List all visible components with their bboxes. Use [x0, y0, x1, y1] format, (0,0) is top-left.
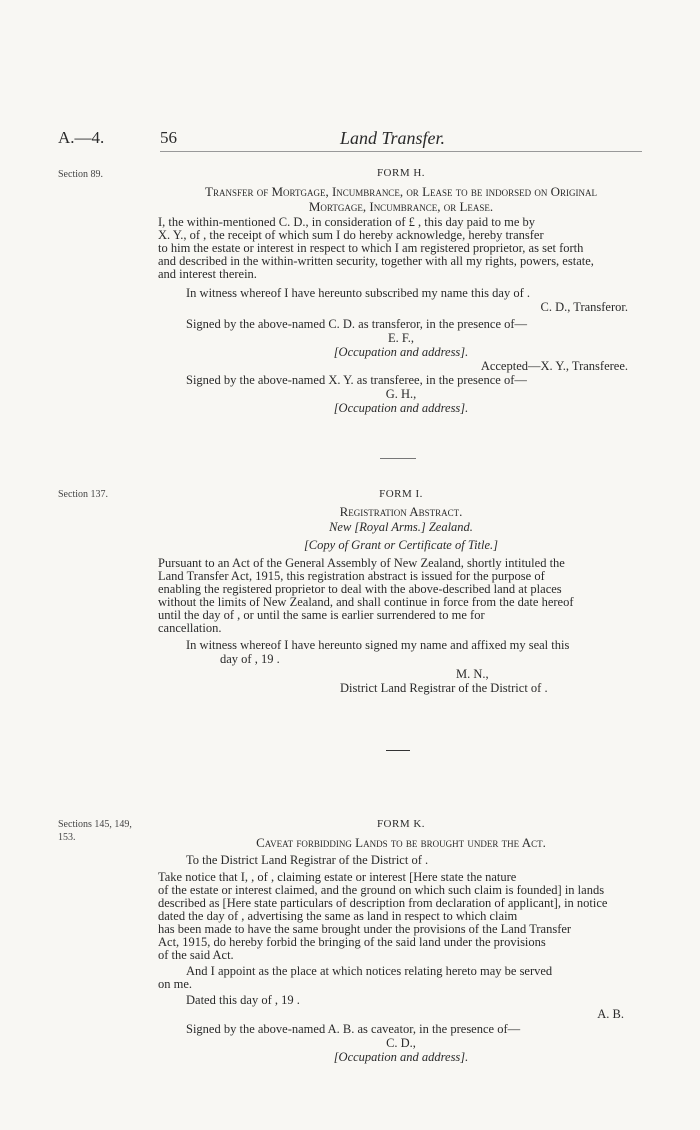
- witness-clause: In witness whereof I have hereunto signed my name and affixed my seal this: [186, 638, 570, 652]
- occupation: [Occupation and address].: [333, 1050, 469, 1064]
- body-line: enabling the registered proprietor to deal with the above-described land at places: [158, 582, 562, 596]
- header-rule: [160, 151, 642, 152]
- body-line: to him the estate or interest in respect to which I am registered proprietor, as set forth: [158, 241, 584, 255]
- appoint-line: on me.: [158, 977, 193, 991]
- body-line: of the said Act.: [158, 948, 234, 962]
- date-line: Dated this day of , 19 .: [186, 993, 300, 1007]
- body-line: until the day of , or until the same is earlier surrendered to me for: [158, 608, 485, 622]
- signed-clause: Signed by the above-named X. Y. as transferee, in the presence of—: [186, 373, 527, 387]
- form-label: FORM I.: [379, 488, 423, 500]
- arms-line: New [Royal Arms.] Zealand.: [329, 520, 473, 534]
- occupation: [Occupation and address].: [333, 401, 469, 415]
- form-heading: Transfer of Mortgage, Incumbrance, or Lease to be indorsed on Original: [205, 184, 597, 199]
- body-line: X. Y., of , the receipt of which sum I do hereby acknowledge, hereby transfer: [158, 228, 544, 242]
- witness-clause: In witness whereof I have hereunto subscribed my name this day of .: [186, 286, 531, 300]
- section-ref: Section 137.: [58, 489, 108, 500]
- witness-name: C. D.,: [386, 1036, 416, 1050]
- occupation: [Occupation and address].: [333, 345, 469, 359]
- signed-clause: Signed by the above-named A. B. as caveator, in the presence of—: [186, 1022, 521, 1036]
- witness-name: E. F.,: [387, 331, 415, 345]
- form-heading: Caveat forbidding Lands to be brought under the Act.: [256, 835, 546, 850]
- page-number: 56: [160, 128, 177, 147]
- appoint-line: And I appoint as the place at which notices relating hereto may be served: [186, 964, 553, 978]
- signature: Accepted—X. Y., Transferee.: [480, 359, 628, 373]
- body-line: Take notice that I, , of , claiming estate or interest [Here state the nature: [158, 870, 517, 884]
- form-label: FORM K.: [376, 818, 426, 830]
- signature: C. D., Transferor.: [540, 300, 628, 314]
- copy-line: [Copy of Grant or Certificate of Title.]: [303, 538, 499, 552]
- body-line: and described in the within-written security, together with all my rights, powers, estate,: [158, 254, 594, 268]
- body-line: has been made to have the same brought under the provisions of the Land Transfer: [158, 922, 572, 936]
- body-line: Pursuant to an Act of the General Assembly of New Zealand, shortly intituled the: [158, 556, 565, 570]
- body-line: cancellation.: [158, 621, 222, 635]
- form-heading: Registration Abstract.: [339, 504, 463, 519]
- addressee: To the District Land Registrar of the District of .: [186, 853, 429, 867]
- date-line: day of , 19 .: [220, 652, 280, 666]
- body-line: without the limits of New Zealand, and shall continue in force from the date hereof: [158, 595, 574, 609]
- body-line: dated the day of , advertising the same as land in respect to which claim: [158, 909, 518, 923]
- body-line: I, the within-mentioned C. D., in consideration of £ , this day paid to me by: [158, 215, 536, 229]
- body-line: Land Transfer Act, 1915, this registration abstract is issued for the purpose of: [158, 569, 545, 583]
- signature: M. N.,: [456, 667, 489, 681]
- body-line: of the estate or interest claimed, and the ground on which such claim is founded] in lands: [158, 883, 605, 897]
- signature: A. B.: [597, 1007, 624, 1021]
- signed-clause: Signed by the above-named C. D. as transferor, in the presence of—: [186, 317, 528, 331]
- body-line: Act, 1915, do hereby forbid the bringing of the said land under the provisions: [158, 935, 546, 949]
- page-ref: A.—4.: [58, 128, 105, 147]
- witness-name: G. H.,: [385, 387, 417, 401]
- body-line: and interest therein.: [158, 267, 257, 281]
- registrar-line: District Land Registrar of the District of .: [340, 681, 548, 695]
- form-label: FORM H.: [376, 167, 426, 179]
- body-line: described as [Here state particulars of description from declaration of applicant], in notice: [158, 896, 608, 910]
- divider: [380, 458, 416, 459]
- page-title: Land Transfer.: [340, 128, 446, 148]
- divider: [386, 750, 410, 751]
- form-heading: Mortgage, Incumbrance, or Lease.: [308, 199, 494, 214]
- section-ref: Section 89.: [58, 169, 103, 180]
- section-ref: Sections 145, 149, 153.: [58, 819, 132, 843]
